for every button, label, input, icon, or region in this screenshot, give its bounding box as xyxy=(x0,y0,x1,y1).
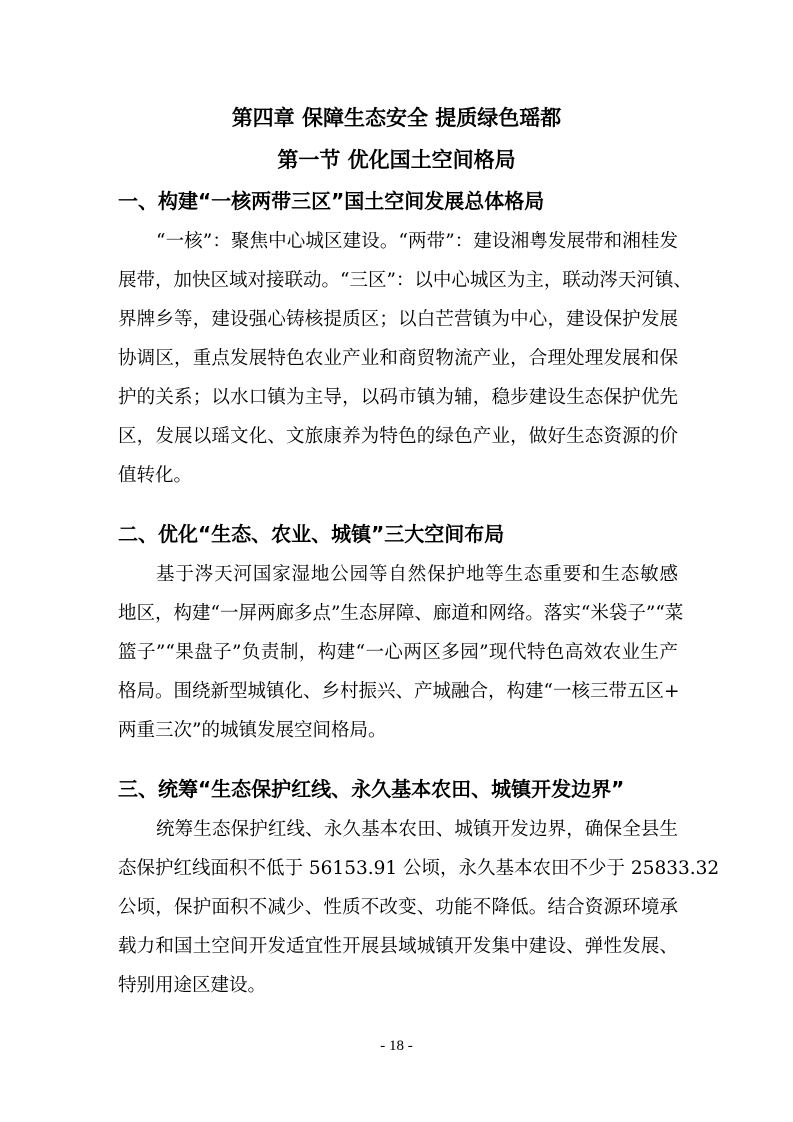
paragraph-line: 护的关系；以水口镇为主导，以码市镇为辅，稳步建设生态保护优先 xyxy=(118,387,678,408)
paragraph-line: 基于涔天河国家湿地公园等自然保护地等生态重要和生态敏感 xyxy=(156,564,678,585)
paragraph-line: 界牌乡等，建设强心铸核提质区；以白芒营镇为中心，建设保护发展 xyxy=(118,309,678,330)
subsection-heading-1: 一、构建“一核两带三区”国土空间发展总体格局 xyxy=(118,189,545,213)
paragraph-line: 两重三次”的城镇发展空间格局。 xyxy=(118,720,387,741)
paragraph-line: 协调区，重点发展特色农业产业和商贸物流产业，合理处理发展和保 xyxy=(118,348,678,369)
paragraph-line: 格局。围绕新型城镇化、乡村振兴、产城融合，构建“一核三带五区+ xyxy=(118,681,680,702)
subsection-heading-3: 三、统筹“生态保护红线、永久基本农田、城镇开发边界” xyxy=(118,777,625,801)
chapter-title: 第四章 保障生态安全 提质绿色瑶都 xyxy=(231,106,562,130)
paragraph-line: “一核”：聚焦中心城区建设。“两带”：建设湘粤发展带和湘桂发 xyxy=(156,231,678,252)
paragraph-line: 载力和国土空间开发适宜性开展县域城镇开发集中建设、弹性发展、 xyxy=(118,936,678,957)
subsection-heading-2: 二、优化“生态、农业、城镇”三大空间布局 xyxy=(118,522,505,546)
paragraph-line: 统筹生态保护红线、永久基本农田、城镇开发边界，确保全县生 xyxy=(156,819,678,840)
paragraph-line: 展带，加快区域对接联动。“三区”：以中心城区为主，联动涔天河镇、 xyxy=(118,270,692,291)
paragraph-line: 公顷，保护面积不减少、性质不改变、功能不降低。结合资源环境承 xyxy=(118,897,678,918)
paragraph-line: 地区，构建“一屏两廊多点”生态屏障、廊道和网络。落实“米袋子”“菜 xyxy=(118,603,684,624)
paragraph-line: 区，发展以瑶文化、文旅康养为特色的绿色产业，做好生态资源的价 xyxy=(118,426,678,447)
section-title: 第一节 优化国土空间格局 xyxy=(277,148,516,172)
page-number: - 18 - xyxy=(380,1038,413,1054)
paragraph-line: 值转化。 xyxy=(118,465,193,486)
paragraph-line: 篮子”“果盘子”负责制，构建“一心两区多园”现代特色高效农业生产 xyxy=(118,642,678,663)
paragraph-line: 态保护红线面积不低于 56153.91 公顷，永久基本农田不少于 25833.32 xyxy=(118,858,720,879)
paragraph-line: 特别用途区建设。 xyxy=(118,975,267,996)
